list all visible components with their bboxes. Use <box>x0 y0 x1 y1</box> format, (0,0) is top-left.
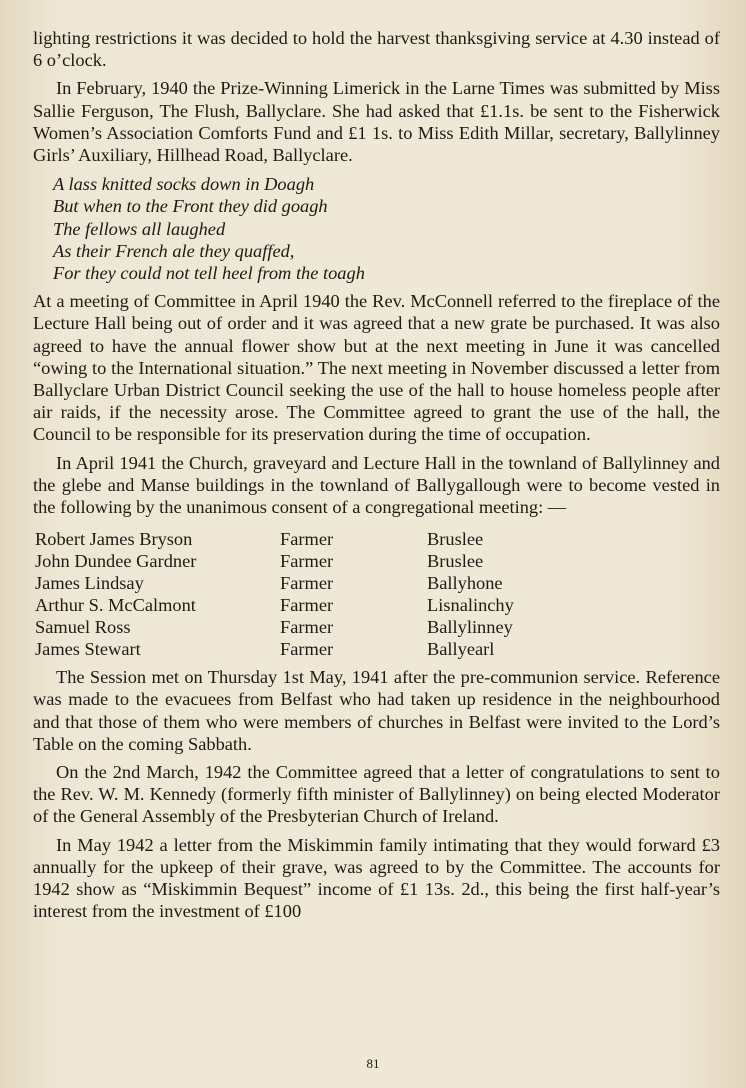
trustee-name: Robert James Bryson <box>35 529 193 550</box>
trustee-townland: Bruslee <box>427 529 484 550</box>
verse-line: For they could not tell heel from the toagh <box>53 263 365 284</box>
limerick-verse <box>53 173 720 284</box>
text-block-middle <box>33 290 720 518</box>
trustee-name: James Stewart <box>35 639 141 660</box>
trustee-townland: Bruslee <box>427 551 484 572</box>
trustee-name: John Dundee Gardner <box>35 551 197 572</box>
list-item <box>35 594 720 616</box>
trustee-townland: Ballylinney <box>427 617 513 638</box>
list-item <box>35 550 720 572</box>
trustee-occupation: Farmer <box>280 617 334 638</box>
trustee-occupation: Farmer <box>280 551 334 572</box>
vesting-list <box>35 528 720 660</box>
trustee-townland: Ballyearl <box>427 639 495 660</box>
trustee-townland: Ballyhone <box>427 573 503 594</box>
verse-line: The fellows all laughed <box>53 218 226 239</box>
text-block-top <box>33 27 720 166</box>
trustee-name: Samuel Ross <box>35 617 131 638</box>
verse-line: As their French ale they quaffed, <box>53 240 295 261</box>
paragraph-harvest-continuation: lighting restrictions it was decided to hold the harvest thanksgiving service at 4.30 instead of 6 o’clock. <box>33 28 720 71</box>
trustee-occupation: Farmer <box>280 529 334 550</box>
paragraph-limerick-intro: In February, 1940 the Prize-Winning Limerick in the Larne Times was submitted by Miss Sallie Ferguson, The Flush, Ballyclare. She had asked that £1.1s. be sent to the Fisherwick Women’s Association Comforts Fund and £1 1s. to Miss Edith Millar, secretary, Ballylinney Girls’ Auxiliary, Hillhead Road, Ballyclare. <box>33 78 720 166</box>
trustee-occupation: Farmer <box>280 639 334 660</box>
list-item <box>35 528 720 550</box>
page-number: 81 <box>366 1056 380 1071</box>
trustee-occupation: Farmer <box>280 573 334 594</box>
list-item <box>35 638 720 660</box>
paragraph-committee-1940: At a meeting of Committee in April 1940 the Rev. McConnell referred to the fireplace of the Lecture Hall being out of order and it was agreed that a new grate be purchased. It was also agreed to have the annual flower show but at the next meeting in June it was cancelled “owing to the International situation.” The next meeting in November discussed a letter from Ballyclare Urban District Council seeking the use of the hall to house homeless people after air raids, if the necessity arose. The Committee agreed to grant the use of the hall, the Council to be responsible for its preservation during the time of occupation. <box>33 291 720 445</box>
text-block-bottom <box>33 666 720 922</box>
trustee-name: Arthur S. McCalmont <box>35 595 196 616</box>
paragraph-miskimmin-bequest: In May 1942 a letter from the Miskimmin family intimating that they would forward £3 annually for the upkeep of their grave, was agreed to by the Committee. The accounts for 1942 show as “Miskimmin Bequest” income of £1 13s. 2d., this being the first half-year’s interest from the investment of £100 <box>33 834 720 922</box>
paragraph-vesting-intro: In April 1941 the Church, graveyard and Lecture Hall in the townland of Ballylinney and the glebe and Manse buildings in the townland of Ballygallough were to become vested in the following by the unanimous consent of a congregational meeting: — <box>33 452 720 518</box>
list-item <box>35 616 720 638</box>
trustee-name: James Lindsay <box>35 573 144 594</box>
list-item <box>35 572 720 594</box>
trustee-townland: Lisnalinchy <box>427 595 514 616</box>
paragraph-session-1941: The Session met on Thursday 1st May, 1941 after the pre-communion service. Reference was made to the evacuees from Belfast who had taken up residence in the neighbourhood and that those of them who were members of churches in Belfast were invited to the Lord’s Table on the coming Sabbath. <box>33 667 720 754</box>
trustee-occupation: Farmer <box>280 595 334 616</box>
verse-line: But when to the Front they did goagh <box>53 196 328 217</box>
paragraph-moderator-1942: On the 2nd March, 1942 the Committee agreed that a letter of congratulations to sent to the Rev. W. M. Kennedy (formerly fifth minister of Ballylinney) on being elected Moderator of the General Assembly of the Presbyterian Church of Ireland. <box>33 762 720 827</box>
verse-line: A lass knitted socks down in Doagh <box>53 174 315 195</box>
